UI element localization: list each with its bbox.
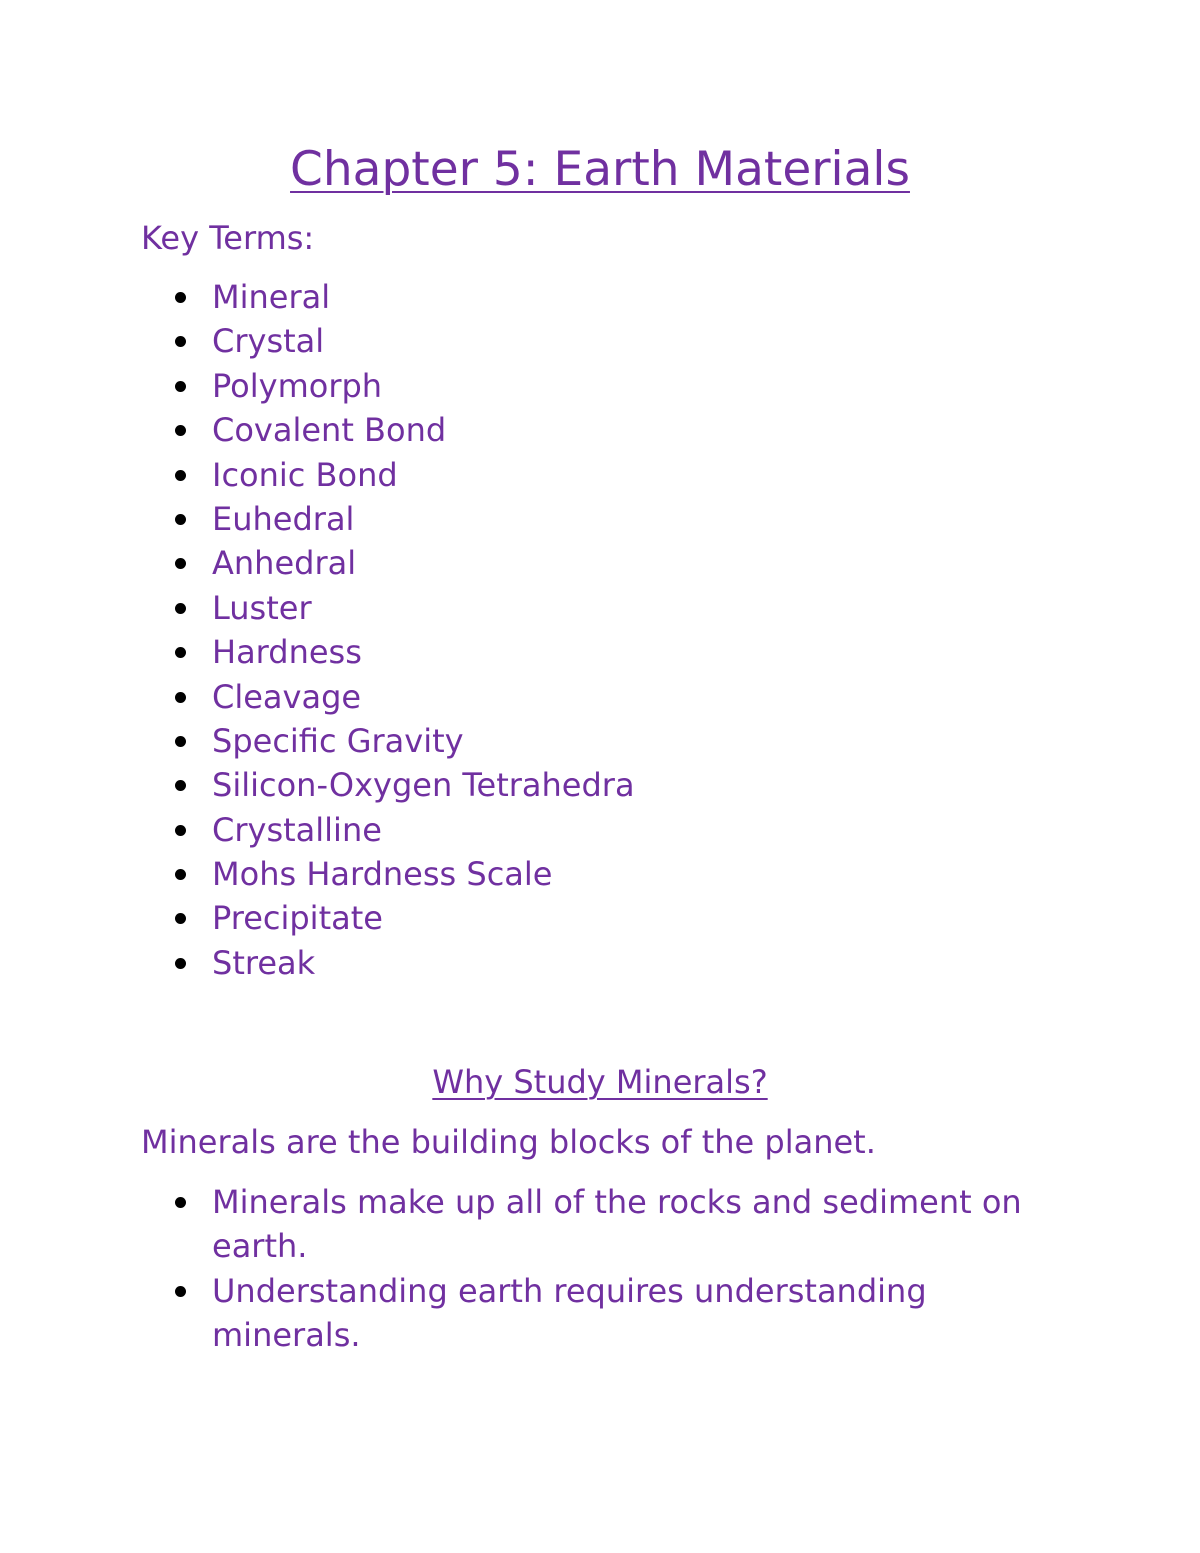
key-term: Mohs Hardness Scale (212, 855, 553, 894)
bullet-icon (175, 336, 186, 347)
bullet-icon (175, 514, 186, 525)
bullet-icon (175, 470, 186, 481)
key-term: Cleavage (212, 677, 362, 716)
key-term: Precipitate (212, 899, 383, 938)
bullet-icon (175, 825, 186, 836)
bullet-icon (175, 692, 186, 703)
list-item (141, 364, 635, 408)
key-term: Streak (212, 943, 316, 982)
list-item (141, 808, 635, 852)
bullet-icon (175, 1197, 186, 1208)
list-item (141, 1180, 1071, 1269)
key-term: Polymorph (212, 366, 383, 405)
list-item (141, 675, 635, 719)
list-item (141, 630, 635, 674)
bullet-icon (175, 558, 186, 569)
section-point: Understanding earth requires understanding minerals. (212, 1271, 927, 1355)
list-item (141, 852, 635, 896)
section-intro: Minerals are the building blocks of the planet. (141, 1123, 876, 1161)
list-item (141, 719, 635, 763)
key-term: Covalent Bond (212, 411, 447, 450)
section-points-list (141, 1180, 1071, 1358)
key-term: Anhedral (212, 544, 357, 583)
key-term: Crystal (212, 322, 325, 361)
list-item (141, 1269, 1071, 1358)
key-term: Luster (212, 588, 312, 627)
list-item (141, 408, 635, 452)
list-item (141, 453, 635, 497)
key-term: Hardness (212, 633, 362, 672)
list-item (141, 763, 635, 807)
bullet-icon (175, 869, 186, 880)
list-item (141, 896, 635, 940)
bullet-icon (175, 1286, 186, 1297)
bullet-icon (175, 958, 186, 969)
list-item (141, 275, 635, 319)
key-term: Crystalline (212, 810, 382, 849)
bullet-icon (175, 736, 186, 747)
key-term: Iconic Bond (212, 455, 398, 494)
list-item (141, 319, 635, 363)
section-point: Minerals make up all of the rocks and sediment on earth. (212, 1183, 1022, 1266)
key-term: Euhedral (212, 499, 355, 538)
list-item (141, 941, 635, 985)
bullet-icon (175, 913, 186, 924)
bullet-icon (175, 292, 186, 303)
chapter-title: Chapter 5: Earth Materials (290, 142, 910, 197)
key-term: Mineral (212, 278, 331, 316)
list-item (141, 541, 635, 585)
key-terms-label: Key Terms: (141, 219, 315, 257)
bullet-icon (175, 647, 186, 658)
list-item (141, 497, 635, 541)
list-item (141, 586, 635, 630)
bullet-icon (175, 780, 186, 791)
bullet-icon (175, 603, 186, 614)
key-terms-list (141, 275, 635, 985)
bullet-icon (175, 425, 186, 436)
key-term: Silicon-Oxygen Tetrahedra (212, 766, 635, 805)
section-heading: Why Study Minerals? (432, 1063, 768, 1101)
bullet-icon (175, 381, 186, 392)
key-term: Specific Gravity (212, 721, 464, 760)
